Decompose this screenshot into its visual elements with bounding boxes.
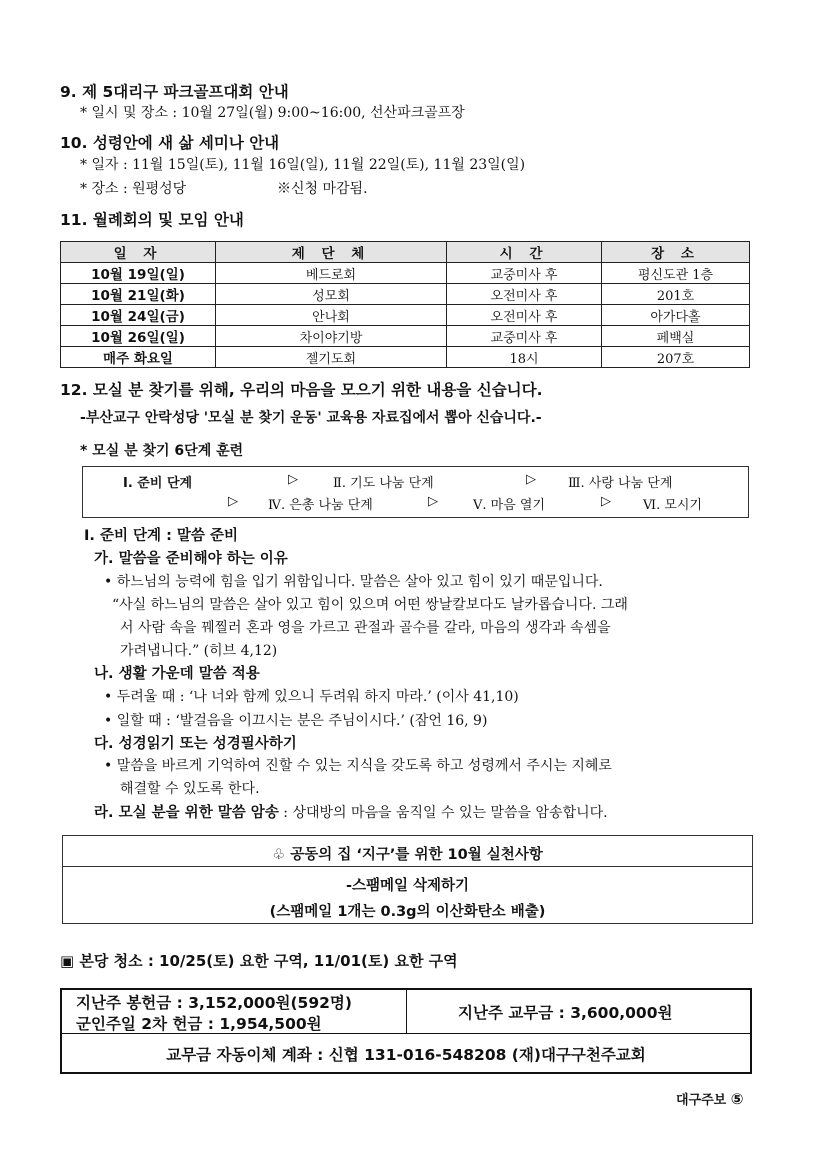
practice-title: 공동의 집 ‘지구’를 위한 10월 실천사항 xyxy=(290,847,543,863)
cell-group: 성모회 xyxy=(216,284,447,305)
c-bullet-2: 해결할 수 있도록 한다. xyxy=(120,781,260,797)
cell-group: 안나회 xyxy=(216,305,447,326)
cell-date: 10월 24일(금) xyxy=(61,305,216,326)
offering-line-2: 군인주일 2차 헌금 : 1,954,500원 xyxy=(76,1015,322,1033)
section-12-subtitle: -부산교구 안락성당 '모실 분 찾기 운동' 교육용 자료집에서 뽑아 신습니다.- xyxy=(80,410,542,426)
a-title: 가. 말씀을 준비해야 하는 이유 xyxy=(94,551,288,567)
d-title: 라. 모실 분을 위한 말씀 암송 xyxy=(94,805,279,821)
cell-place: 평신도관 1층 xyxy=(602,263,750,284)
section-12-title: 12. 모실 분 찾기를 위해, 우리의 마음을 모으기 위한 내용을 신습니다. xyxy=(60,381,543,399)
a-quote-3: 가려냅니다.” (히브 4,12) xyxy=(120,643,278,659)
square-icon: ▣ xyxy=(60,952,75,970)
cell-place: 아가다홀 xyxy=(602,305,750,326)
header-group: 제 단 체 xyxy=(216,242,447,263)
cell-place: 201호 xyxy=(602,284,750,305)
offering-right: 지난주 교무금 : 3,600,000원 xyxy=(458,1004,673,1022)
offering-box xyxy=(60,988,752,1074)
step-1: Ⅰ. 준비 단계 xyxy=(123,476,193,491)
section-9-line: * 일시 및 장소 : 10월 27일(월) 9:00~16:00, 선산파크골프장 xyxy=(80,105,465,121)
stage-title: Ⅰ. 준비 단계 : 말씀 준비 xyxy=(84,528,238,544)
offering-bottom: 교무금 자동이체 계좌 : 신협 131-016-548208 (재)대구구천주교회 xyxy=(166,1046,646,1064)
practice-box xyxy=(62,835,753,924)
table-row xyxy=(61,284,750,305)
cleaning-text: 본당 청소 : 10/25(토) 요한 구역, 11/01(토) 요한 구역 xyxy=(79,952,458,970)
cell-place: 207호 xyxy=(602,347,750,368)
section-10-title: 10. 성령안에 새 삶 세미나 안내 xyxy=(60,134,280,152)
header-time: 시 간 xyxy=(447,242,602,263)
arrow-icon: ▷ xyxy=(526,472,536,487)
cell-date: 10월 19일(일) xyxy=(61,263,216,284)
section-10-line1: * 일자 : 11월 15일(토), 11월 16일(일), 11월 22일(토), 11월 23일(일) xyxy=(80,157,526,173)
footer xyxy=(676,1089,743,1108)
cell-time: 18시 xyxy=(447,347,602,368)
footer-label: 대구주보 xyxy=(676,1093,727,1108)
cell-time: 교중미사 후 xyxy=(447,263,602,284)
c-title: 다. 성경읽기 또는 성경필사하기 xyxy=(94,736,297,752)
cell-date: 10월 26일(일) xyxy=(61,326,216,347)
b-bullet-2: • 일할 때 : ‘발걸음을 이끄시는 분은 주님이시다.’ (잠언 16, 9) xyxy=(104,713,488,729)
offering-line-1: 지난주 봉헌금 : 3,152,000원(592명) xyxy=(76,994,352,1012)
cell-time: 오전미사 후 xyxy=(447,284,602,305)
cell-time: 교중미사 후 xyxy=(447,326,602,347)
steps-box xyxy=(82,466,749,518)
cell-date: 10월 21일(화) xyxy=(61,284,216,305)
cell-group: 베드로회 xyxy=(216,263,447,284)
section-10-note: ※신청 마감됨. xyxy=(277,181,368,197)
c-bullet-1: • 말씀을 바르게 기억하여 진할 수 있는 지식을 갖도록 하고 성령께서 주시는 지혜로 xyxy=(104,758,612,774)
page-number: ⑤ xyxy=(730,1090,744,1108)
cleaning-line xyxy=(60,950,458,971)
table-header-row xyxy=(61,242,750,263)
practice-line-2: (스팸메일 1개는 0.3g의 이산화탄소 배출) xyxy=(269,904,546,920)
step-6: Ⅵ. 모시기 xyxy=(643,498,703,513)
step-5: Ⅴ. 마음 열기 xyxy=(473,498,546,513)
club-icon: ♧ xyxy=(272,847,286,863)
table-row xyxy=(61,326,750,347)
section-10-line2: * 장소 : 원평성당 xyxy=(80,181,187,197)
cell-group: 차이야기방 xyxy=(216,326,447,347)
cell-place: 페백실 xyxy=(602,326,750,347)
section-9-title: 9. 제 5대리구 파크골프대회 안내 xyxy=(60,83,289,101)
arrow-icon: ▷ xyxy=(428,494,438,509)
table-row xyxy=(61,263,750,284)
step-3: Ⅲ. 사랑 나눔 단계 xyxy=(568,476,673,491)
header-date: 일 자 xyxy=(61,242,216,263)
arrow-icon: ▷ xyxy=(601,494,611,509)
a-bullet: • 하느님의 능력에 힘을 입기 위함입니다. 말씀은 살아 있고 힘이 있기 때문입니다. xyxy=(104,574,603,590)
cell-date: 매주 화요일 xyxy=(61,347,216,368)
d-text: : 상대방의 마음을 움직일 수 있는 말씀을 암송합니다. xyxy=(278,805,608,821)
a-quote-2: 서 사람 속을 꿰찔러 혼과 영을 가르고 관절과 골수를 갈라, 마음의 생각과 속셈을 xyxy=(120,620,611,636)
section-11-title: 11. 월례회의 및 모임 안내 xyxy=(60,211,244,229)
table-row xyxy=(61,305,750,326)
b-title: 나. 생활 가운데 말씀 적용 xyxy=(94,666,260,682)
table-row xyxy=(61,347,750,368)
steps-title: * 모실 분 찾기 6단계 훈련 xyxy=(80,443,244,459)
meeting-table xyxy=(60,241,750,368)
a-quote-1: “사실 하느님의 말씀은 살아 있고 힘이 있으며 어떤 쌍날칼보다도 날카롭습니다. 그래 xyxy=(112,597,628,613)
step-2: Ⅱ. 기도 나눔 단계 xyxy=(333,476,434,491)
arrow-icon: ▷ xyxy=(228,494,238,509)
arrow-icon: ▷ xyxy=(288,472,298,487)
cell-time: 오전미사 후 xyxy=(447,305,602,326)
b-bullet-1: • 두려울 때 : ‘나 너와 함께 있으니 두려워 하지 마라.’ (이사 41,10) xyxy=(104,689,519,705)
header-place: 장 소 xyxy=(602,242,750,263)
practice-line-1: -스팸메일 삭제하기 xyxy=(345,878,470,894)
step-4: Ⅳ. 은총 나눔 단계 xyxy=(268,498,373,513)
practice-title-row xyxy=(63,843,752,864)
d-line xyxy=(94,801,608,822)
cell-group: 젤기도회 xyxy=(216,347,447,368)
